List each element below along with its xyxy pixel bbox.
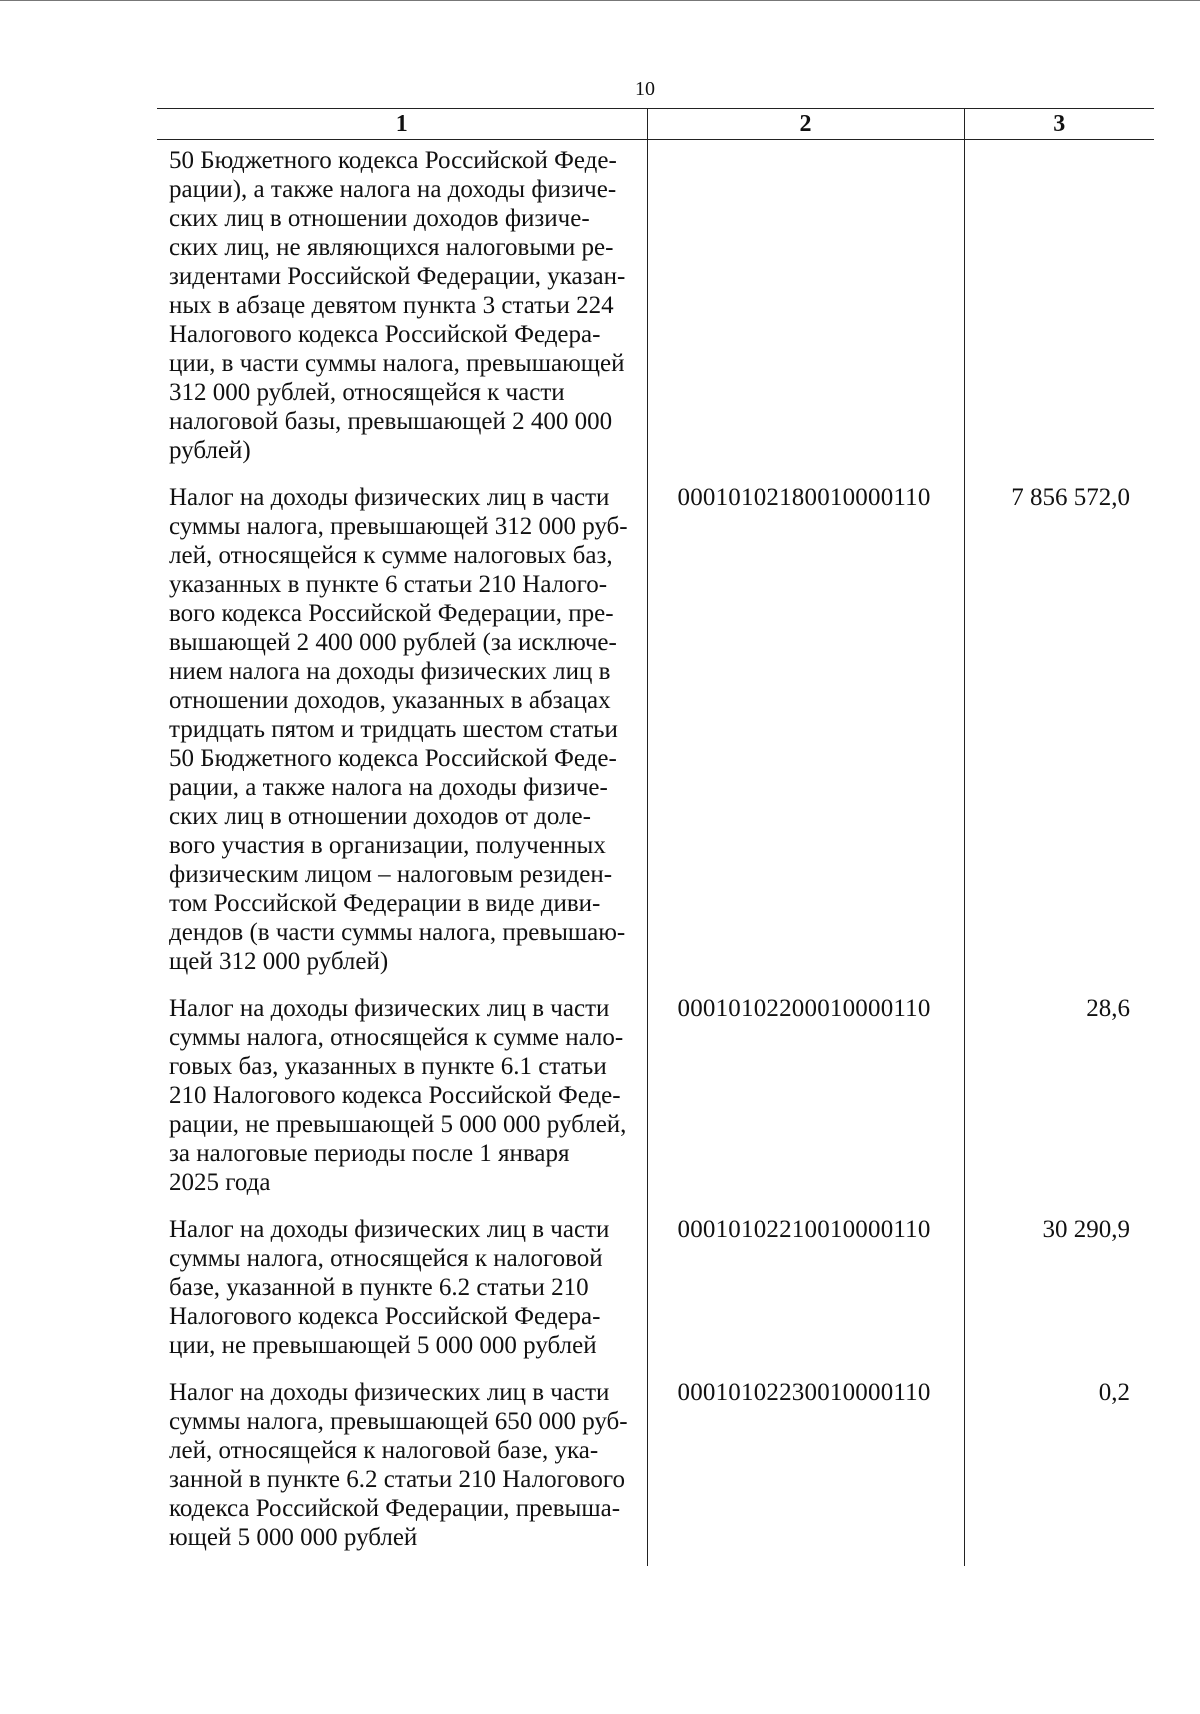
description-line: рации), а также налога на доходы физиче- xyxy=(169,176,617,203)
table-row xyxy=(157,477,1154,988)
description-line: лей, относящейся к налоговой базе, ука- xyxy=(169,1437,599,1464)
budget-table xyxy=(157,108,1154,1566)
row-code: 00010102210010000110 xyxy=(647,1209,964,1372)
description-line: Налогового кодекса Российской Федера- xyxy=(169,1303,601,1330)
description-line: ющей 5 000 000 рублей xyxy=(169,1524,418,1551)
description-line: вого участия в организации, полученных xyxy=(169,832,606,859)
description-line: ских лиц в отношении доходов от доле- xyxy=(169,803,591,830)
description-line: указанных в пункте 6 статьи 210 Налого- xyxy=(169,571,608,598)
description-line: за налоговые периоды после 1 января xyxy=(169,1140,570,1167)
description-line: рации, а также налога на доходы физиче- xyxy=(169,774,608,801)
description-line: отношении доходов, указанных в абзацах xyxy=(169,687,611,714)
page-number: 10 xyxy=(635,78,655,100)
description-line: суммы налога, превышающей 650 000 руб- xyxy=(169,1408,628,1435)
row-description xyxy=(157,1372,647,1566)
description-line: рублей) xyxy=(169,437,251,464)
table-row xyxy=(157,140,1154,478)
description-line: нием налога на доходы физических лиц в xyxy=(169,658,611,685)
description-line: 2025 года xyxy=(169,1169,271,1196)
row-description xyxy=(157,477,647,988)
description-line: 312 000 рублей, относящейся к части xyxy=(169,379,565,406)
description-line: Налог на доходы физических лиц в части xyxy=(169,484,610,511)
row-description xyxy=(157,140,647,478)
description-line: ных в абзаце девятом пункта 3 статьи 224 xyxy=(169,292,614,319)
description-line: суммы налога, относящейся к сумме нало- xyxy=(169,1024,624,1051)
description-line: налоговой базы, превышающей 2 400 000 xyxy=(169,408,613,435)
description-line: физическим лицом – налоговым резиден- xyxy=(169,861,613,888)
description-line: суммы налога, превышающей 312 000 руб- xyxy=(169,513,628,540)
row-code: 00010102200010000110 xyxy=(647,988,964,1209)
column-header-1: 1 xyxy=(157,109,647,140)
description-line: Налогового кодекса Российской Федера- xyxy=(169,321,601,348)
description-line: ских лиц, не являющихся налоговыми ре- xyxy=(169,234,614,261)
table-header-row xyxy=(157,109,1154,140)
description-line: 50 Бюджетного кодекса Российской Феде- xyxy=(169,745,617,772)
row-amount: 7 856 572,0 xyxy=(964,477,1154,988)
page-top-edge xyxy=(0,0,1200,1)
table-row xyxy=(157,988,1154,1209)
row-amount xyxy=(964,140,1154,478)
description-line: вого кодекса Российской Федерации, пре- xyxy=(169,600,614,627)
description-line: лей, относящейся к сумме налоговых баз, xyxy=(169,542,613,569)
column-header-2: 2 xyxy=(647,109,964,140)
description-line: зидентами Российской Федерации, указан- xyxy=(169,263,626,290)
description-line: тридцать пятом и тридцать шестом статьи xyxy=(169,716,618,743)
row-code xyxy=(647,140,964,478)
row-description xyxy=(157,988,647,1209)
description-line: суммы налога, относящейся к налоговой xyxy=(169,1245,603,1272)
description-line: Налог на доходы физических лиц в части xyxy=(169,1379,610,1406)
row-code: 00010102180010000110 xyxy=(647,477,964,988)
table-row xyxy=(157,1209,1154,1372)
description-line: рации, не превышающей 5 000 000 рублей, xyxy=(169,1111,627,1138)
row-code: 00010102230010000110 xyxy=(647,1372,964,1566)
description-line: 50 Бюджетного кодекса Российской Феде- xyxy=(169,147,617,174)
row-description xyxy=(157,1209,647,1372)
description-line: ции, в части суммы налога, превышающей xyxy=(169,350,625,377)
description-line: говых баз, указанных в пункте 6.1 статьи xyxy=(169,1053,607,1080)
description-line: дендов (в части суммы налога, превышаю- xyxy=(169,919,626,946)
description-line: кодекса Российской Федерации, превыша- xyxy=(169,1495,621,1522)
row-amount: 0,2 xyxy=(964,1372,1154,1566)
description-line: вышающей 2 400 000 рублей (за исключе- xyxy=(169,629,617,656)
column-header-3: 3 xyxy=(964,109,1154,140)
description-line: ских лиц в отношении доходов физиче- xyxy=(169,205,590,232)
description-line: 210 Налогового кодекса Российской Феде- xyxy=(169,1082,621,1109)
description-line: щей 312 000 рублей) xyxy=(169,948,389,975)
description-line: Налог на доходы физических лиц в части xyxy=(169,1216,610,1243)
description-line: Налог на доходы физических лиц в части xyxy=(169,995,610,1022)
description-line: том Российской Федерации в виде диви- xyxy=(169,890,601,917)
description-line: базе, указанной в пункте 6.2 статьи 210 xyxy=(169,1274,589,1301)
table-row xyxy=(157,1372,1154,1566)
row-amount: 30 290,9 xyxy=(964,1209,1154,1372)
row-amount: 28,6 xyxy=(964,988,1154,1209)
description-line: занной в пункте 6.2 статьи 210 Налогового xyxy=(169,1466,625,1493)
description-line: ции, не превышающей 5 000 000 рублей xyxy=(169,1332,597,1359)
